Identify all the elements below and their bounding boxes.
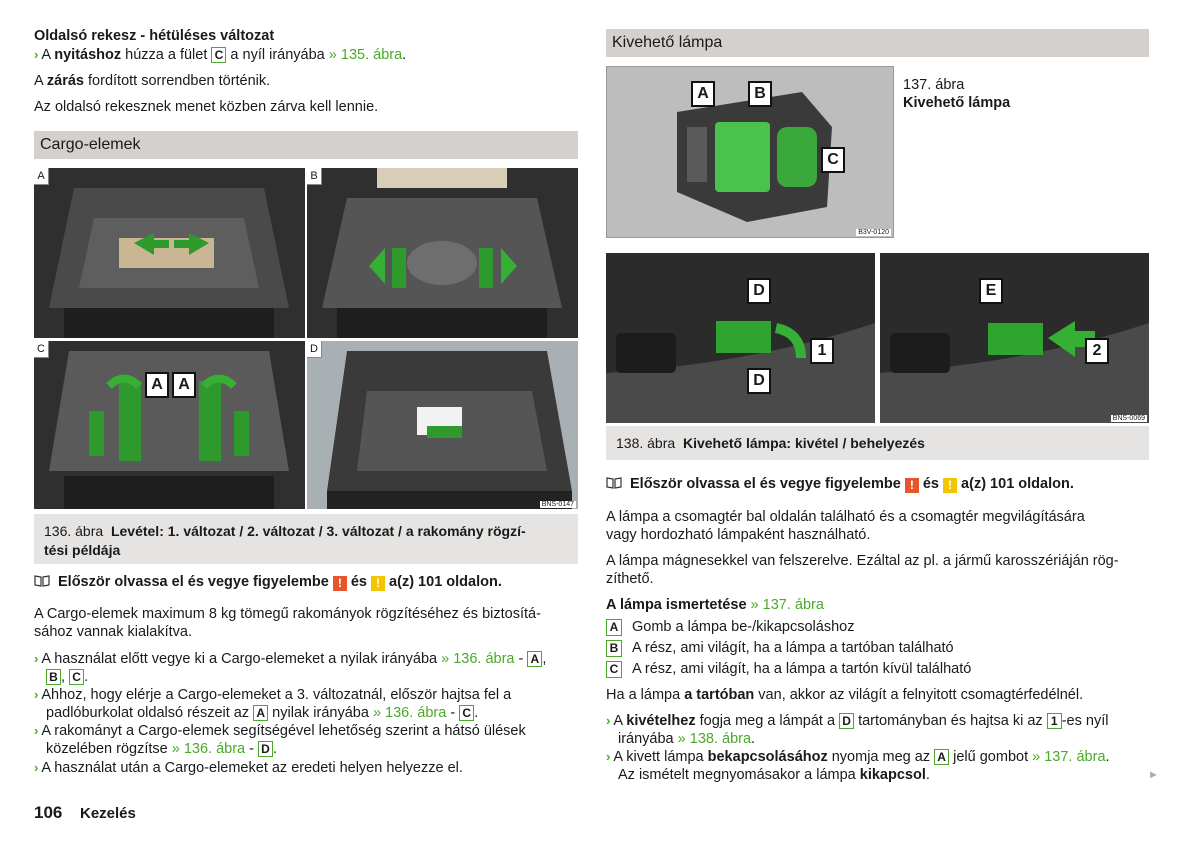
key-label: C: [606, 661, 622, 678]
bullet-item: › A használat után a Cargo-elemeket az eredeti helyen helyezze el.: [34, 760, 463, 776]
figure-ref-link[interactable]: » 135. ábra: [328, 47, 403, 63]
photo-lamp-137: [606, 66, 894, 238]
section-heading-cargo: Cargo-elemek: [34, 131, 578, 159]
text-line: Az oldalsó rekesznek menet közben zárva kell lennie.: [34, 99, 379, 115]
callout-label: D: [747, 278, 771, 304]
bullet-item-cont: B , C .: [46, 668, 88, 686]
bullet-item-cont: padlóburkolat oldalsó részeit az A nyilak irányába » 136. ábra - C .: [46, 705, 479, 721]
key-label: D: [839, 713, 854, 729]
bullet-item: › A kivételhez fogja meg a lámpát a D tartományban és hajtsa ki az 1 -es nyíl: [606, 713, 1109, 729]
text-line: Ha a lámpa a tartóban van, akkor az világít a felnyitott csomagtérfedélnél.: [606, 687, 1084, 703]
figure-ref-link[interactable]: » 136. ábra: [372, 705, 447, 721]
photo-lamp-insertion: [880, 253, 1149, 423]
legend-item: C A rész, ami világít, ha a lámpa a tartón kívül található: [606, 660, 971, 678]
figure-ref-link[interactable]: » 136. ábra: [441, 651, 515, 667]
figure-ref-link[interactable]: » 138. ábra: [677, 731, 752, 747]
bullet-arrow-icon: ›: [34, 760, 39, 775]
photo-label: A: [34, 168, 49, 185]
callout-label: A: [145, 372, 169, 398]
key-label: B: [606, 640, 622, 657]
bullet-arrow-icon: ›: [34, 723, 39, 738]
bullet-arrow-icon: ›: [34, 47, 39, 62]
key-label: A: [606, 619, 622, 636]
callout-label: 2: [1085, 338, 1109, 364]
bullet-arrow-icon: ›: [606, 749, 611, 764]
text-line: sához vannak kialakítva.: [34, 624, 192, 640]
callout-label: A: [691, 81, 715, 107]
bullet-item-cont: irányába » 138. ábra.: [618, 731, 756, 747]
figure-ref-link[interactable]: » 137. ábra: [1032, 749, 1106, 765]
bullet-item: › A rakományt a Cargo-elemek segítségével lehetőség szerint a hátsó ülések: [34, 723, 526, 739]
page-number: 106: [34, 803, 63, 822]
figure-ref-link[interactable]: » 136. ábra: [171, 741, 246, 757]
photo-label: D: [307, 341, 322, 358]
photo-code: B3V-0120: [858, 229, 889, 236]
key-label: A: [253, 705, 268, 721]
key-label: C: [211, 47, 226, 63]
callout-label: 1: [810, 338, 834, 364]
notice-line: Először olvassa el és vegye figyelembe ! és ! a(z) 101 oldalon.: [34, 573, 502, 591]
section-heading-lamp: Kivehető lámpa: [606, 29, 1149, 57]
text-line: › A nyitáshoz húzza a fület C a nyíl irányába » 135. ábra.: [34, 47, 407, 63]
trunk-illustration: [34, 341, 305, 509]
bullet-item-cont: közelében rögzítse » 136. ábra - D .: [46, 741, 278, 757]
photo-cargo-a: [34, 168, 305, 338]
callout-label: E: [979, 278, 1003, 304]
book-icon: [606, 477, 622, 489]
bullet-arrow-icon: ›: [34, 687, 39, 702]
figure-caption-136: 136. ábra Levétel: 1. változat / 2. változat / 3. változat / a rakomány rögzí- tési példája: [34, 514, 578, 564]
figure-caption-138: 138. ábra Kivehető lámpa: kivétel / behelyezés: [606, 426, 1149, 460]
caution-icon: !: [943, 478, 957, 493]
photo-label: C: [34, 341, 49, 358]
photo-code: BNS-0069: [1112, 415, 1145, 422]
callout-label: D: [747, 368, 771, 394]
callout-label: C: [821, 147, 845, 173]
figure-title: Kivehető lámpa: [903, 95, 1011, 111]
photo-label: B: [307, 168, 322, 185]
book-icon: [34, 575, 50, 587]
callout-label: A: [172, 372, 196, 398]
footer-section: Kezelés: [80, 805, 136, 822]
text-line: A Cargo-elemek maximum 8 kg tömegű rakományok rögzítéséhez és biztosítá-: [34, 606, 541, 622]
continue-arrow-icon: ►: [1148, 769, 1159, 781]
text-line: zíthető.: [606, 571, 654, 587]
photo-code: BNS-0147: [541, 501, 574, 508]
bullet-arrow-icon: ›: [34, 651, 39, 666]
photo-cargo-c: [34, 341, 305, 509]
photo-lamp-removal: [606, 253, 875, 423]
trunk-illustration: [307, 341, 578, 509]
description-heading: A lámpa ismertetése » 137. ábra: [606, 597, 824, 613]
legend-item: B A rész, ami világít, ha a lámpa a tartóban található: [606, 639, 954, 657]
legend-item: A Gomb a lámpa be-/kikapcsoláshoz: [606, 618, 854, 636]
key-label: C: [69, 669, 84, 685]
lamp-illustration: [606, 253, 875, 423]
notice-line: Először olvassa el és vegye figyelembe ! és ! a(z) 101 oldalon.: [606, 475, 1074, 493]
figure-ref-link[interactable]: » 137. ábra: [750, 597, 824, 613]
trunk-illustration: [307, 168, 578, 338]
key-label: B: [46, 669, 61, 685]
figure-number: 137. ábra: [903, 77, 965, 93]
key-label: A: [934, 749, 949, 765]
bullet-item-cont: Az ismételt megnyomásakor a lámpa kikapcsol.: [618, 767, 930, 783]
key-label: 1: [1047, 713, 1062, 729]
key-label: C: [459, 705, 474, 721]
text-line: A lámpa a csomagtér bal oldalán található és a csomagtér megvilágítására: [606, 509, 1085, 525]
photo-cargo-b: [307, 168, 578, 338]
bullet-item: › Ahhoz, hogy elérje a Cargo-elemeket a 3. változatnál, először hajtsa fel a: [34, 687, 512, 703]
bullet-arrow-icon: ›: [606, 713, 611, 728]
bullet-item: › A használat előtt vegye ki a Cargo-elemeket a nyilak irányába » 136. ábra - A ,: [34, 651, 547, 667]
caution-icon: !: [371, 576, 385, 591]
bullet-item: › A kivett lámpa bekapcsolásához nyomja meg az A jelű gombot » 137. ábra.: [606, 749, 1110, 765]
callout-label: B: [748, 81, 772, 107]
text-line: vagy hordozható lámpaként használható.: [606, 527, 871, 543]
trunk-illustration: [34, 168, 305, 338]
subheading-side-compartment: Oldalsó rekesz - hétüléses változat: [34, 28, 275, 44]
text-line: A lámpa mágnesekkel van felszerelve. Ezáltal az pl. a jármű karosszériáján rög-: [606, 553, 1119, 569]
key-label: D: [258, 741, 273, 757]
photo-cargo-d: [307, 341, 578, 509]
text-line: A zárás fordított sorrendben történik.: [34, 73, 271, 89]
key-label: A: [527, 651, 542, 667]
warning-icon: !: [333, 576, 347, 591]
warning-icon: !: [905, 478, 919, 493]
